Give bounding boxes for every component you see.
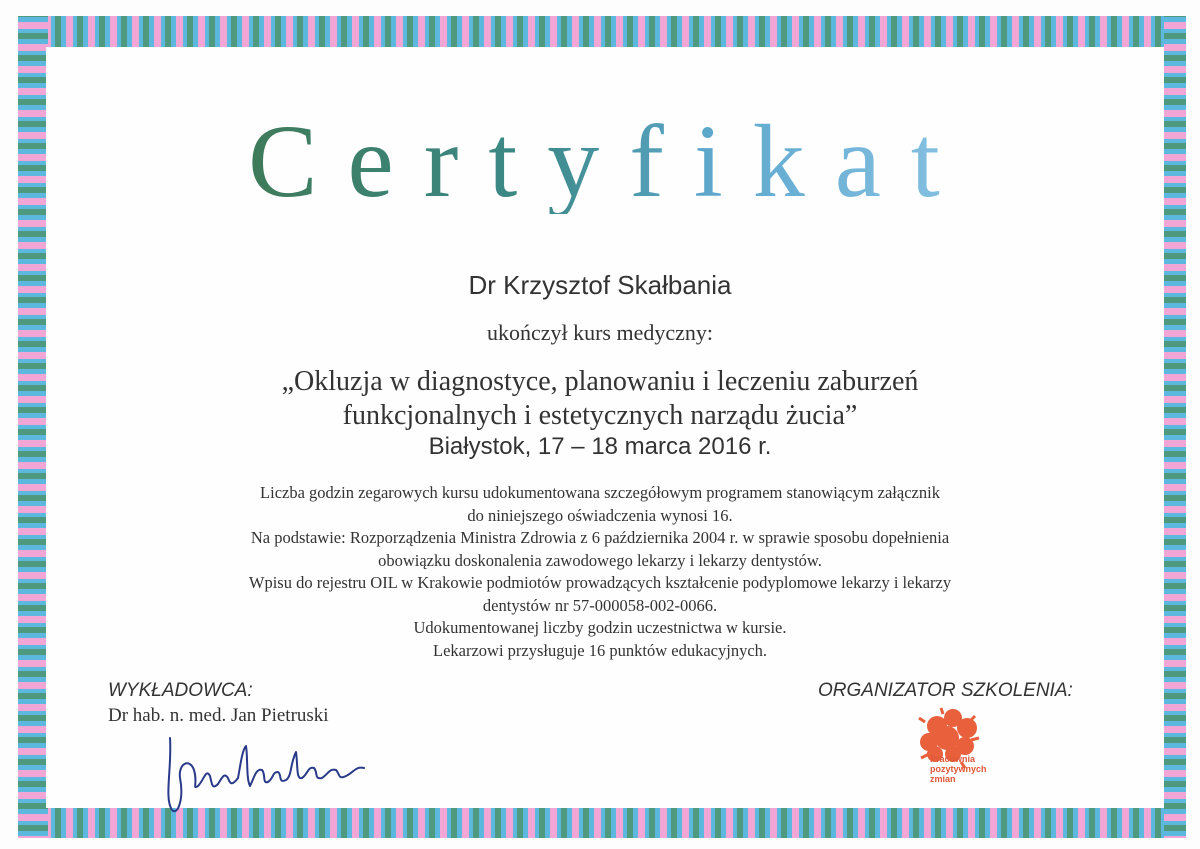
recipient-name: Dr Krzysztof Skałbania: [468, 270, 732, 300]
details-line: Wpisu do rejestru OIL w Krakowie podmiotów prowadzących kształcenie podyplomowe lekarzy i lekarzy: [248, 573, 952, 592]
organizer-logo-icon: [905, 698, 1000, 808]
organizer-logo-text: Pracownia pozytywnych zmian: [930, 754, 987, 784]
completed-text: ukończył kurs medyczny:: [486, 320, 714, 345]
place-and-date: Białystok, 17 – 18 marca 2016 r.: [428, 433, 772, 460]
details-line: obowiązku doskonalenia zawodowego lekarzy i lekarzy dentystów.: [378, 550, 822, 570]
lecturer-name: Dr hab. n. med. Jan Pietruski: [108, 705, 329, 726]
lecturer-label: WYKŁADOWCA:: [108, 680, 253, 701]
course-title-line-2: funkcjonalnych i estetycznych narządu żucia”: [342, 400, 858, 431]
details-line: dentystów nr 57-000058-002-0066.: [482, 595, 718, 615]
details-line: do niniejszego oświadczenia wynosi 16.: [467, 505, 733, 525]
details-line: Lekarzowi przysługuje 16 punktów edukacyjnych.: [432, 640, 768, 660]
course-title-line-1: „Okluzja w diagnostyce, planowaniu i leczeniu zaburzeń: [281, 366, 919, 397]
certificate-details: [0, 482, 1200, 662]
certificate-title: Certyfikat: [0, 110, 1200, 214]
details-line: Na podstawie: Rozporządzenia Ministra Zdrowia z 6 października 2004 r. w sprawie sposobu dopełnienia: [250, 528, 950, 547]
details-line: Liczba godzin zegarowych kursu udokumentowana szczegółowym programem stanowiącym załącznik: [260, 483, 940, 502]
lecturer-signature: [150, 728, 380, 818]
details-line: Udokumentowanej liczby godzin uczestnictwa w kursie.: [413, 618, 787, 637]
organizer-label: ORGANIZATOR SZKOLENIA:: [818, 680, 1073, 701]
